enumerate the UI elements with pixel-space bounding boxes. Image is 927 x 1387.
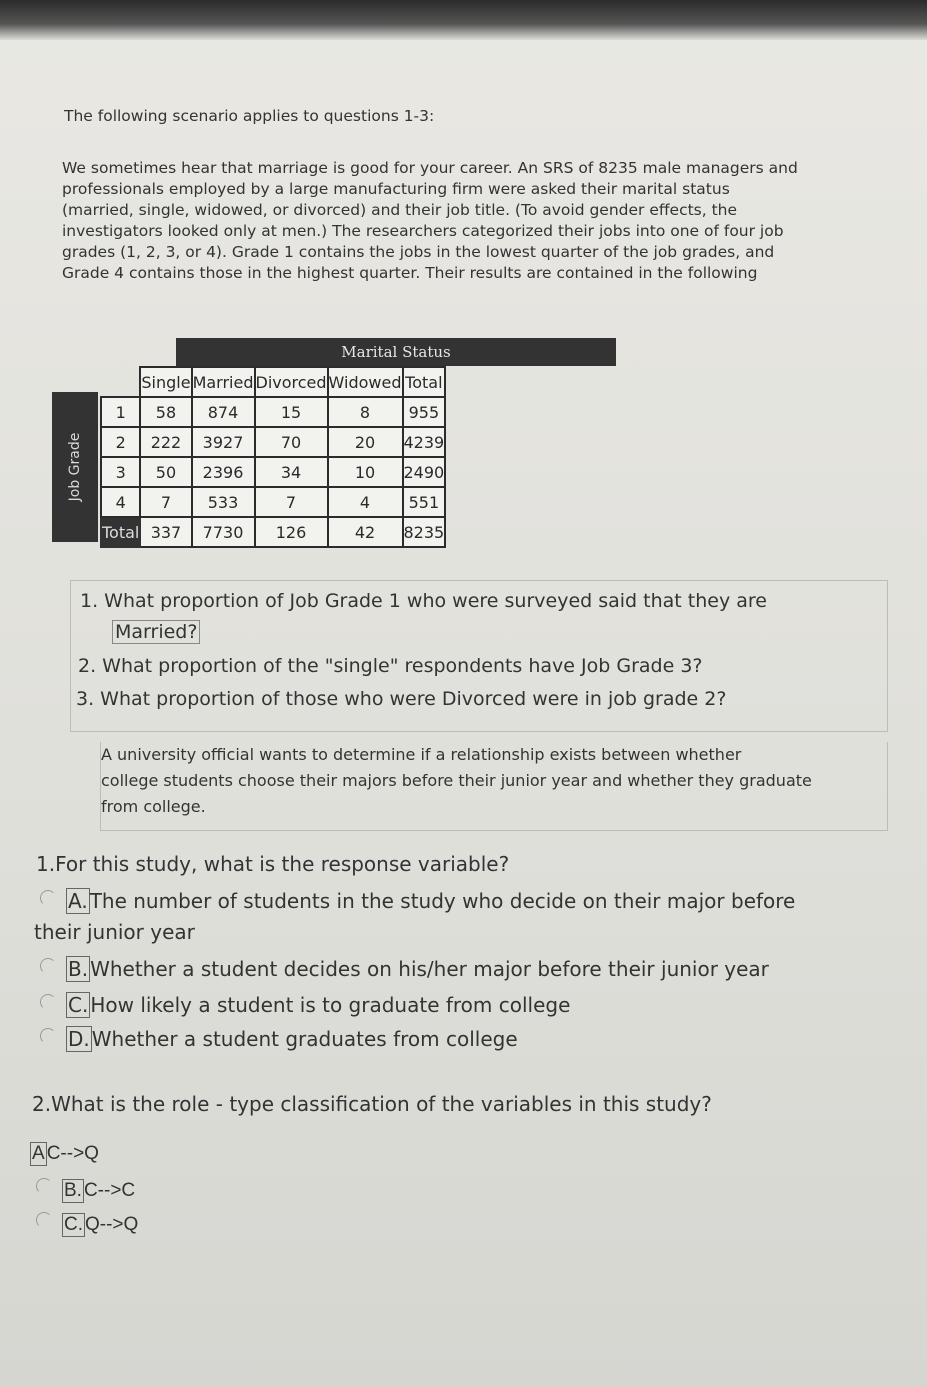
scenario-line: from college. — [101, 797, 206, 816]
question-2: 2. What proportion of the "single" respondents have Job Grade 3? — [78, 655, 703, 677]
option-letter: D. — [68, 1027, 90, 1051]
header-row — [101, 367, 445, 397]
table-row — [101, 397, 445, 427]
scenario-intro: The following scenario applies to questions 1-3: — [64, 107, 435, 125]
col-header: Widowed — [328, 367, 403, 397]
table-row — [101, 457, 445, 487]
scenario-line: professionals employed by a large manufacturing firm were asked their marital status — [62, 180, 730, 198]
mc2-question: 2.What is the role - type classification of the variables in this study? — [32, 1092, 712, 1116]
radio-icon[interactable] — [36, 1178, 52, 1194]
cell: 8235 — [403, 517, 446, 547]
mc1-option-d[interactable] — [40, 1026, 518, 1052]
cell: 7 — [255, 487, 328, 517]
cell: 126 — [255, 517, 328, 547]
university-scenario — [100, 742, 888, 831]
mc1-option-b[interactable] — [40, 956, 769, 982]
scenario-line: Grade 4 contains those in the highest quarter. Their results are contained in the following — [62, 264, 758, 282]
radio-icon[interactable] — [40, 890, 56, 906]
scenario-paragraph — [62, 158, 872, 284]
cell: 3927 — [192, 427, 255, 457]
mc2-option-a[interactable] — [30, 1142, 99, 1166]
option-text: Q-->Q — [85, 1214, 139, 1235]
photo-top-edge — [0, 0, 927, 40]
option-letter: B. — [64, 1180, 82, 1201]
mc2-option-b[interactable] — [36, 1178, 135, 1203]
cell: 4239 — [403, 427, 446, 457]
cell: 2490 — [403, 457, 446, 487]
table-row — [101, 427, 445, 457]
cell: 20 — [328, 427, 403, 457]
question-1: 1. What proportion of Job Grade 1 who were surveyed said that they are — [80, 590, 767, 612]
option-letter: C. — [68, 993, 89, 1017]
col-header: Divorced — [255, 367, 328, 397]
total-row — [101, 517, 445, 547]
cell: 4 — [328, 487, 403, 517]
option-letter: A — [32, 1143, 45, 1164]
radio-icon[interactable] — [40, 1028, 56, 1044]
option-letter: B. — [68, 957, 89, 981]
row-label: Total — [101, 517, 140, 547]
option-letter: C. — [64, 1214, 83, 1235]
marital-status-header: Marital Status — [176, 338, 616, 366]
cell: 15 — [255, 397, 328, 427]
cell: 7730 — [192, 517, 255, 547]
job-grade-header — [52, 392, 98, 542]
cell: 955 — [403, 397, 446, 427]
cell: 533 — [192, 487, 255, 517]
mc1-option-c[interactable] — [40, 992, 570, 1018]
radio-icon[interactable] — [40, 958, 56, 974]
scenario-line: We sometimes hear that marriage is good for your career. An SRS of 8235 male managers and — [62, 159, 798, 177]
cell: 337 — [140, 517, 191, 547]
mc2-option-c[interactable] — [36, 1212, 138, 1237]
row-label: 1 — [101, 397, 140, 427]
col-header: Married — [192, 367, 255, 397]
option-text: C-->Q — [46, 1143, 99, 1164]
scenario-line: grades (1, 2, 3, or 4). Grade 1 contains the jobs in the lowest quarter of the job grades, and — [62, 243, 775, 261]
row-label: 4 — [101, 487, 140, 517]
option-text: How likely a student is to graduate from college — [90, 993, 571, 1017]
cell: 70 — [255, 427, 328, 457]
cell: 58 — [140, 397, 191, 427]
scenario-line: college students choose their majors before their junior year and whether they graduate — [101, 771, 812, 790]
option-text: Whether a student decides on his/her major before their junior year — [90, 957, 769, 981]
cell: 551 — [403, 487, 446, 517]
scenario-line: A university official wants to determine if a relationship exists between whether — [101, 745, 742, 764]
mc1-option-a[interactable] — [40, 888, 795, 914]
cell: 42 — [328, 517, 403, 547]
job-grade-label: Job Grade — [67, 432, 83, 502]
cell: 10 — [328, 457, 403, 487]
cell: 874 — [192, 397, 255, 427]
row-label: 3 — [101, 457, 140, 487]
cell: 34 — [255, 457, 328, 487]
option-text: The number of students in the study who decide on their major before — [89, 889, 796, 913]
cell: 2396 — [192, 457, 255, 487]
row-label: 2 — [101, 427, 140, 457]
data-grid — [100, 366, 446, 548]
cell: 7 — [140, 487, 191, 517]
scenario-line: (married, single, widowed, or divorced) and their job title. (To avoid gender effects, the — [62, 201, 738, 219]
scenario-line: investigators looked only at men.) The researchers categorized their jobs into one of four job — [62, 222, 784, 240]
question-3: 3. What proportion of those who were Divorced were in job grade 2? — [76, 688, 727, 710]
col-header: Single — [140, 367, 191, 397]
option-text: Whether a student graduates from college — [91, 1027, 518, 1051]
question-1-continued: Married? — [112, 620, 200, 644]
cell: 8 — [328, 397, 403, 427]
cell: 50 — [140, 457, 191, 487]
mc1-option-a-continued: their junior year — [34, 920, 195, 944]
table-row — [101, 487, 445, 517]
option-text: C-->C — [83, 1180, 136, 1201]
radio-icon[interactable] — [36, 1212, 52, 1228]
cell: 222 — [140, 427, 191, 457]
radio-icon[interactable] — [40, 994, 56, 1010]
corner-cell — [101, 367, 140, 397]
col-header: Total — [403, 367, 446, 397]
option-letter: A. — [68, 889, 88, 913]
mc1-question: 1.For this study, what is the response variable? — [36, 852, 510, 876]
